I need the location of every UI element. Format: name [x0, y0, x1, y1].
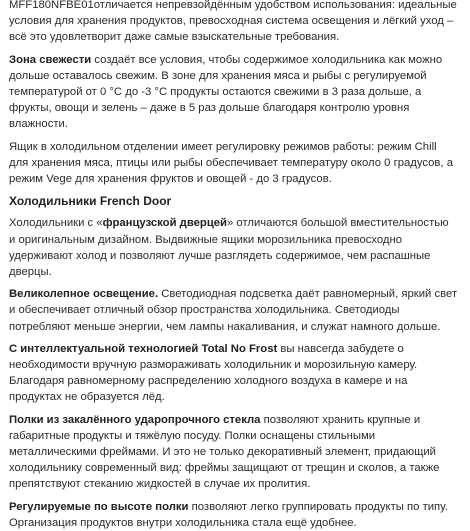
french-door-heading: Холодильники French Door — [9, 194, 172, 209]
drawer-paragraph: Ящик в холодильном отделении имеет регулировку режимов работы: режим Chill для хранения мяса, птицы или рыбы обеспечивает температуру около 0 градусов, а режим Vege для хранения фруктов и овощей - до 3 градусов. — [9, 140, 453, 186]
shelves-text: позволяют легко группировать продукты по типу. Организация продуктов внутри холодильника стала ещё удобнее. — [9, 500, 448, 529]
shelves-title: Регулируемые по высоте полки — [9, 500, 189, 513]
lighting-paragraph — [9, 286, 458, 335]
french-door-paragraph — [9, 215, 458, 280]
glass-paragraph — [9, 412, 458, 493]
freshness-title: Зона свежести — [9, 53, 92, 66]
french-door-text-before: Холодильники с « — [9, 217, 103, 230]
french-door-text-after: » отличаются большой вместительностью и оригинальным дизайном. Выдвижные ящики морозильника превосходно удерживают холод и позволяют лучше разглядеть содержимое, чем распашные дверцы. — [9, 217, 449, 279]
no-frost-text: вы навсегда забудете о необходимости вручную размораживать холодильник и морозильную камеру. Благодаря равномерному распределению холодного воздуха в камере и на продуктах не образуется лёд. — [9, 342, 418, 404]
shelves-paragraph — [9, 499, 458, 531]
french-door-bold: французской дверцей — [102, 217, 227, 230]
intro-paragraph: MFF180NFBE01отличается непревзойдённым удобством использования: идеальные условия для хранения продуктов, превосходная система освещения и лёгкий уход – всё это удовлетворит даже самые взыскательные требования. — [9, 0, 457, 44]
freshness-paragraph — [9, 52, 458, 133]
glass-title: Полки из закалённого ударопрочного стекла — [9, 413, 261, 426]
no-frost-title: С интеллектуальной технологией Total No Frost — [9, 342, 278, 355]
glass-text: позволяют хранить крупные и габаритные продукты и тяжёлую посуду. Полки оснащены стильными металлическими фреймами. И это не только декоративный элемент, придающий холодильнику современный вид: фреймы защищают от трещин и сколов, а также препятствуют стеканию жидкостей в случае их пролития. — [9, 413, 440, 491]
lighting-title: Великолепное освещение. — [9, 288, 159, 301]
lighting-text: Светодиодная подсветка даёт равномерный, яркий свет и обеспечивает отличный обзор пространства холодильника. Светодиоды потребляют меньше энергии, чем лампы накаливания, и служат намного дольше. — [9, 288, 458, 333]
freshness-text: создаёт все условия, чтобы содержимое холодильника как можно дольше оставалось свежим. В зоне для хранения мяса и рыбы с регулируемой температурой от 0 °C до -3 °C продукты остаются свежими в 3 раза дольше, а фрукты, овощи и зелень – даже в 5 раз дольше благодаря контролю уровня влажности. — [9, 53, 443, 131]
no-frost-paragraph — [9, 341, 458, 406]
